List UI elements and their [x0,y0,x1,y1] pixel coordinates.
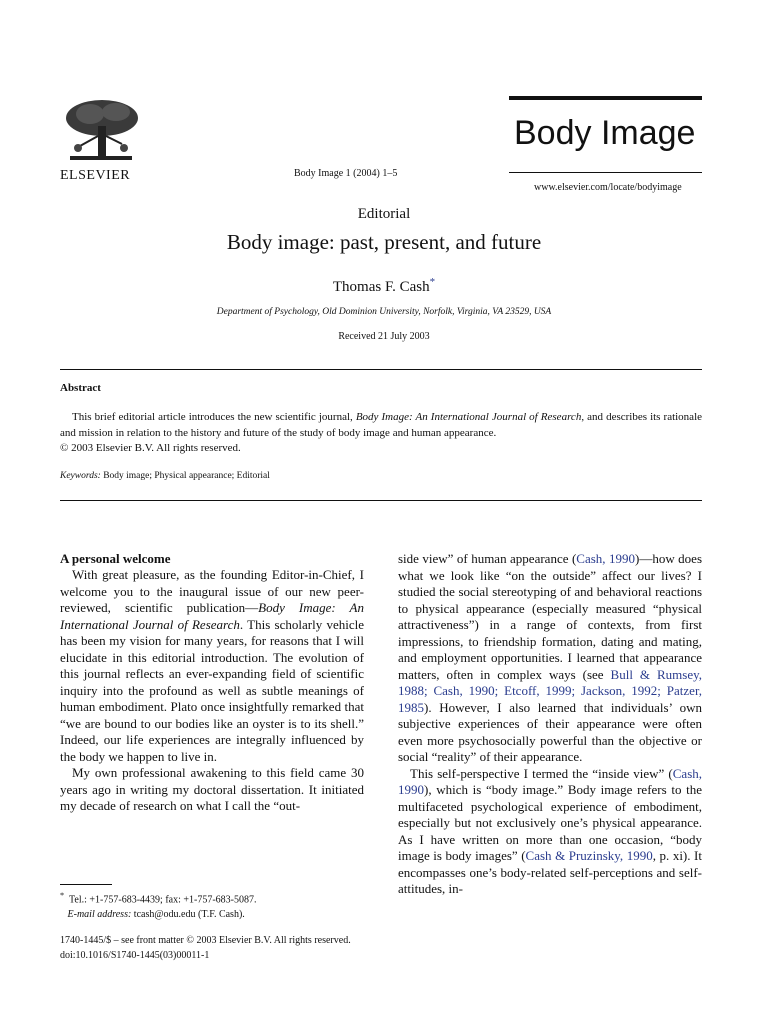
journal-rule-bottom [509,172,702,173]
text: ). However, I also learned that individuals’ own subjective experiences of their appearance were often even more psychosocially powerful than the objective or social “reality” of their appearance. [398,699,702,764]
paragraph [398,551,702,766]
abstract-rule-top [60,369,702,370]
author-line [0,276,768,296]
text: ), which is “body image.” Body image refers to the multifaceted psychological experience of embodiment, especially but not exclusively one’s physical appearance. As I have written on more than one occasion, “body image is body images” ( [398,782,702,863]
abstract-text: This brief editorial article introduces the new scientific journal, [72,411,356,423]
footnote [60,888,257,922]
email-label: E-mail address: [67,909,132,921]
abstract-text-cont: , and describes its rationale and mission in relation to the history and future of the study of body image and human appearance. [60,411,703,439]
section-heading: A personal welcome [60,551,171,566]
keywords [60,471,270,481]
author-affiliation: Department of Psychology, Old Dominion University, Norfolk, Virginia, VA 23529, USA [216,307,552,317]
issn-line: 1740-1445/$ – see front matter © 2003 Elsevier B.V. All rights reserved. [60,935,351,946]
abstract-rule-bottom [60,500,702,501]
article-title: Body image: past, present, and future [226,230,542,254]
citation-link[interactable]: Bull & Rumsey, 1988; Cash, 1990; Etcoff, 1999; Jackson, 1992; Patzer, 1985 [398,666,703,715]
citation-link[interactable]: Cash, 1990 [398,765,702,797]
page-footer [60,933,351,963]
email-address[interactable]: tcash@odu.edu (T.F. Cash). [133,909,245,921]
citation-link[interactable]: Cash, 1990 [576,551,635,566]
column-right [398,551,702,898]
text: This self-perspective I termed the “inside view” ( [410,765,673,781]
text: , p. xi). It encompasses one’s body-related self-perceptions and self-attitudes, in- [398,848,702,896]
paragraph: My own professional awakening to this field came 30 years ago in writing my doctoral dissertation. It initiated my decade of research on what I call the “out- [60,765,364,813]
paragraph [60,567,364,765]
journal-url[interactable]: www.elsevier.com/locate/bodyimage [534,182,682,193]
abstract-body [60,410,702,457]
abstract-heading: Abstract [60,382,101,394]
text: side view” of human appearance ( [398,551,577,566]
publisher-name: ELSEVIER [60,168,131,183]
text: . This scholarly vehicle has been my vision for many years, for reasons that I will elucidate in this editorial introduction. The evolution of this journal reflects an ever-expanding field of scientific inquiry into the profound as well as subtle meanings of human embodiment. Plato once insightfully remarked that “we are bound to our bodies like an oyster is to its shell.” Indeed, our life experiences are integrally influenced by the body we happen to live in. [60,616,365,764]
journal-rule-top [509,96,702,100]
received-date: Received 21 July 2003 [338,331,430,342]
doi-line[interactable]: doi:10.1016/S1740-1445(03)00011-1 [60,950,210,961]
abstract-copyright: © 2003 Elsevier B.V. All rights reserved. [60,442,241,454]
journal-citation: Body Image 1 (2004) 1–5 [294,168,398,179]
article-type: Editorial [357,206,411,222]
citation-link[interactable]: Cash & Pruzinsky, 1990 [525,848,653,863]
keywords-label: Keywords: [60,471,101,481]
footnote-mark: * [60,891,65,900]
keywords-list: Body image; Physical appearance; Editorial [103,471,270,481]
author-name: Thomas F. Cash [332,279,430,295]
journal-name: Body Image [514,114,696,152]
author-footnote-mark[interactable]: * [429,276,436,288]
text: With great pleasure, as the founding Editor-in-Chief, I welcome you to the inaugural issue of our new peer-reviewed, scientific publication— [60,567,364,615]
footnote-rule [60,884,112,885]
abstract-journal-title: Body Image: An International Journal of Research [355,411,582,423]
footnote-contact: Tel.: +1-757-683-4439; fax: +1-757-683-5087. [69,894,257,906]
paragraph [398,766,702,898]
text: )—how does what we look like “on the outside” affect our lives? I studied the social stereotyping of and behavioral reactions to physical appearance (especially measured “physical attractiveness”) in a range of contexts, from first impressions, to friendship formation, dating and mating, and employment opportunities. I learned that appearance matters, often in complex ways (see [398,551,703,682]
elsevier-tree-logo [60,96,142,164]
column-left [60,567,364,815]
journal-title-inline: Body Image: An International Journal of Research [60,600,364,632]
